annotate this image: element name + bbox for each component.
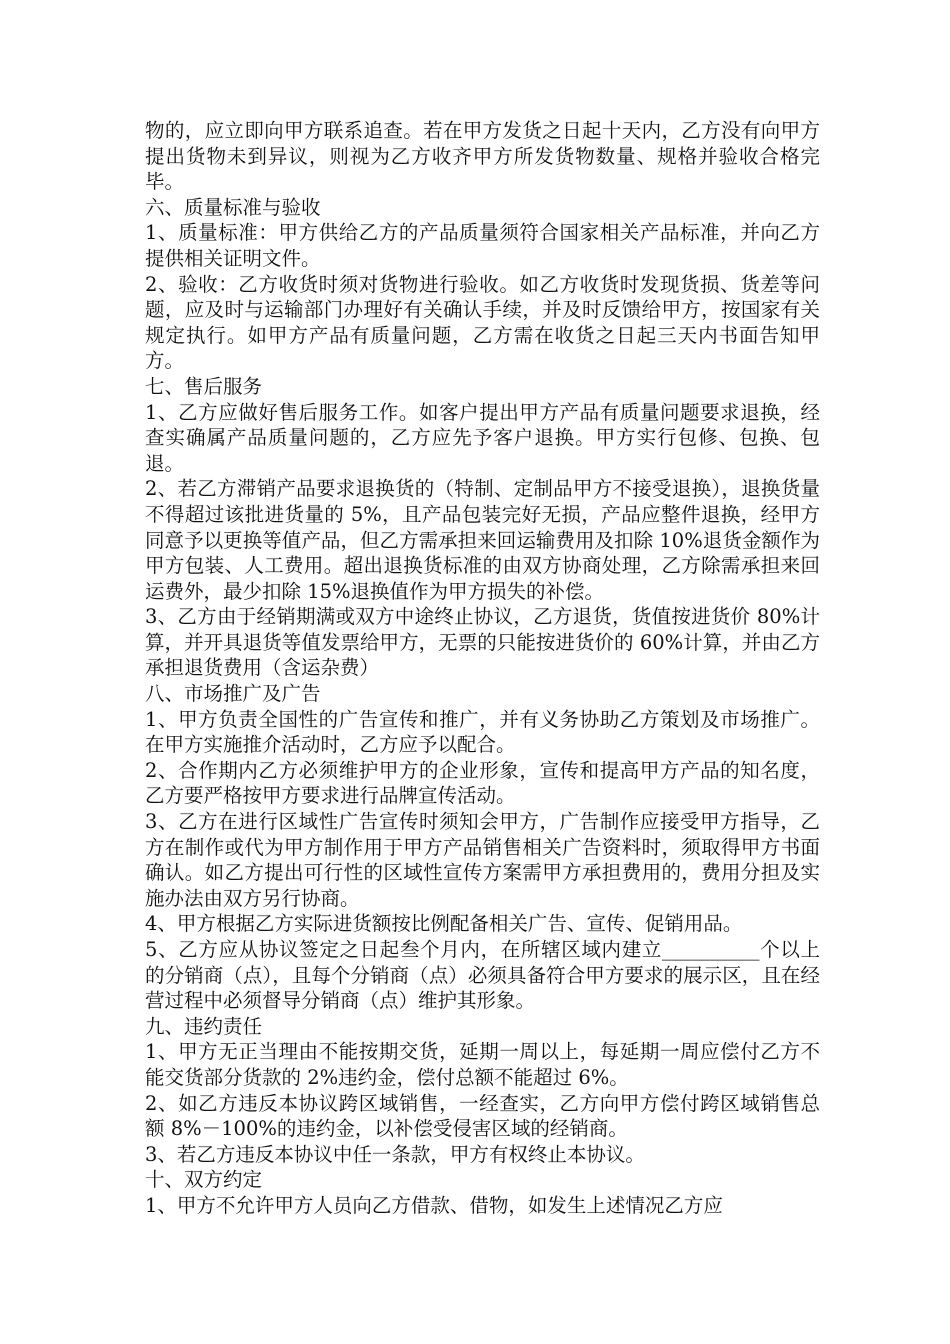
paragraph-marketing-1: 1、甲方负责全国性的广告宣传和推广，并有义务协助乙方策划及市场推广。在甲方实施推介活动时，乙方应予以配合。 (145, 707, 820, 757)
paragraph-acceptance: 2、验收：乙方收货时须对货物进行验收。如乙方收货时发现货损、货差等问题，应及时与运输部门办理好有关确认手续，并及时反馈给甲方，按国家有关规定执行。如甲方产品有质量问题，乙方需在收货之日起三天内书面告知甲方。 (145, 272, 820, 373)
paragraph-quality-standard: 1、质量标准：甲方供给乙方的产品质量须符合国家相关产品标准，并向乙方提供相关证明文件。 (145, 221, 820, 270)
paragraph-marketing-3: 3、乙方在进行区域性广告宣传时须知会甲方，广告制作应接受甲方指导，乙方在制作或代为甲方制作用于甲方产品销售相关广告资料时，须取得甲方书面确认。如乙方提出可行性的区域性宣传方案需甲方承担费用的，费用分担及实施办法由双方另行协商。 (145, 810, 820, 910)
document-page (145, 118, 820, 1219)
paragraph-liability-2: 2、如乙方违反本协议跨区域销售，一经查实，乙方向甲方偿付跨区域销售总额 8%－100%的违约金，以补偿受侵害区域的经销商。 (145, 1091, 820, 1141)
paragraph-marketing-5: 5、乙方应从协议签定之日起叁个月内，在所辖区域内建立__________个以上的分销商（点），且每个分销商（点）必须具备符合甲方要求的展示区，且在经营过程中必须督导分销商（点）维护其形象。 (145, 938, 820, 1013)
paragraph-liability-1: 1、甲方无正当理由不能按期交货，延期一周以上，每延期一周应偿付乙方不能交货部分货款的 2%违约金，偿付总额不能超过 6%。 (145, 1040, 820, 1089)
section-heading-after-sales: 七、售后服务 (145, 374, 263, 398)
section-heading-quality: 六、质量标准与验收 (145, 195, 321, 219)
section-heading-liability: 九、违约责任 (145, 1014, 263, 1038)
paragraph-marketing-2: 2、合作期内乙方必须维护甲方的企业形象，宣传和提高甲方产品的知名度，乙方要严格按甲方要求进行品牌宣传活动。 (145, 758, 820, 808)
paragraph-agreement-1: 1、甲方不允许甲方人员向乙方借款、借物，如发生上述情况乙方应 (145, 1193, 723, 1217)
paragraph-after-sales-3: 3、乙方由于经销期满或双方中途终止协议，乙方退货，货值按进货价 80%计算，并开具退货等值发票给甲方，无票的只能按进货价的 60%计算，并由乙方承担退货费用（含运杂费） (145, 605, 820, 680)
paragraph-after-sales-2: 2、若乙方滞销产品要求退换货的（特制、定制品甲方不接受退换），退换货量不得超过该批进货量的 5%，且产品包装完好无损，产品应整件退换，经甲方同意予以更换等值产品，但乙方需承担来回运输费用及扣除 10%退货金额作为甲方包装、人工费用。超出退换货标准的由双方协商处理，乙方除需承担来回运费外，最少扣除 15%退换值作为甲方损失的补偿。 (145, 477, 820, 603)
section-heading-agreement: 十、双方约定 (145, 1168, 263, 1192)
paragraph-after-sales-1: 1、乙方应做好售后服务工作。如客户提出甲方产品有质量问题要求退换，经查实确属产品质量问题的，乙方应先予客户退换。甲方实行包修、包换、包退。 (145, 400, 820, 475)
paragraph-marketing-4: 4、甲方根据乙方实际进货额按比例配备相关广告、宣传、促销用品。 (145, 912, 743, 936)
paragraph-goods-dispute: 物的，应立即向甲方联系追查。若在甲方发货之日起十天内，乙方没有向甲方提出货物未到异议，则视为乙方收齐甲方所发货物数量、规格并验收合格完毕。 (145, 119, 820, 194)
paragraph-liability-3: 3、若乙方违反本协议中任一条款，甲方有权终止本协议。 (145, 1142, 645, 1166)
section-heading-marketing: 八、市场推广及广告 (145, 682, 321, 706)
